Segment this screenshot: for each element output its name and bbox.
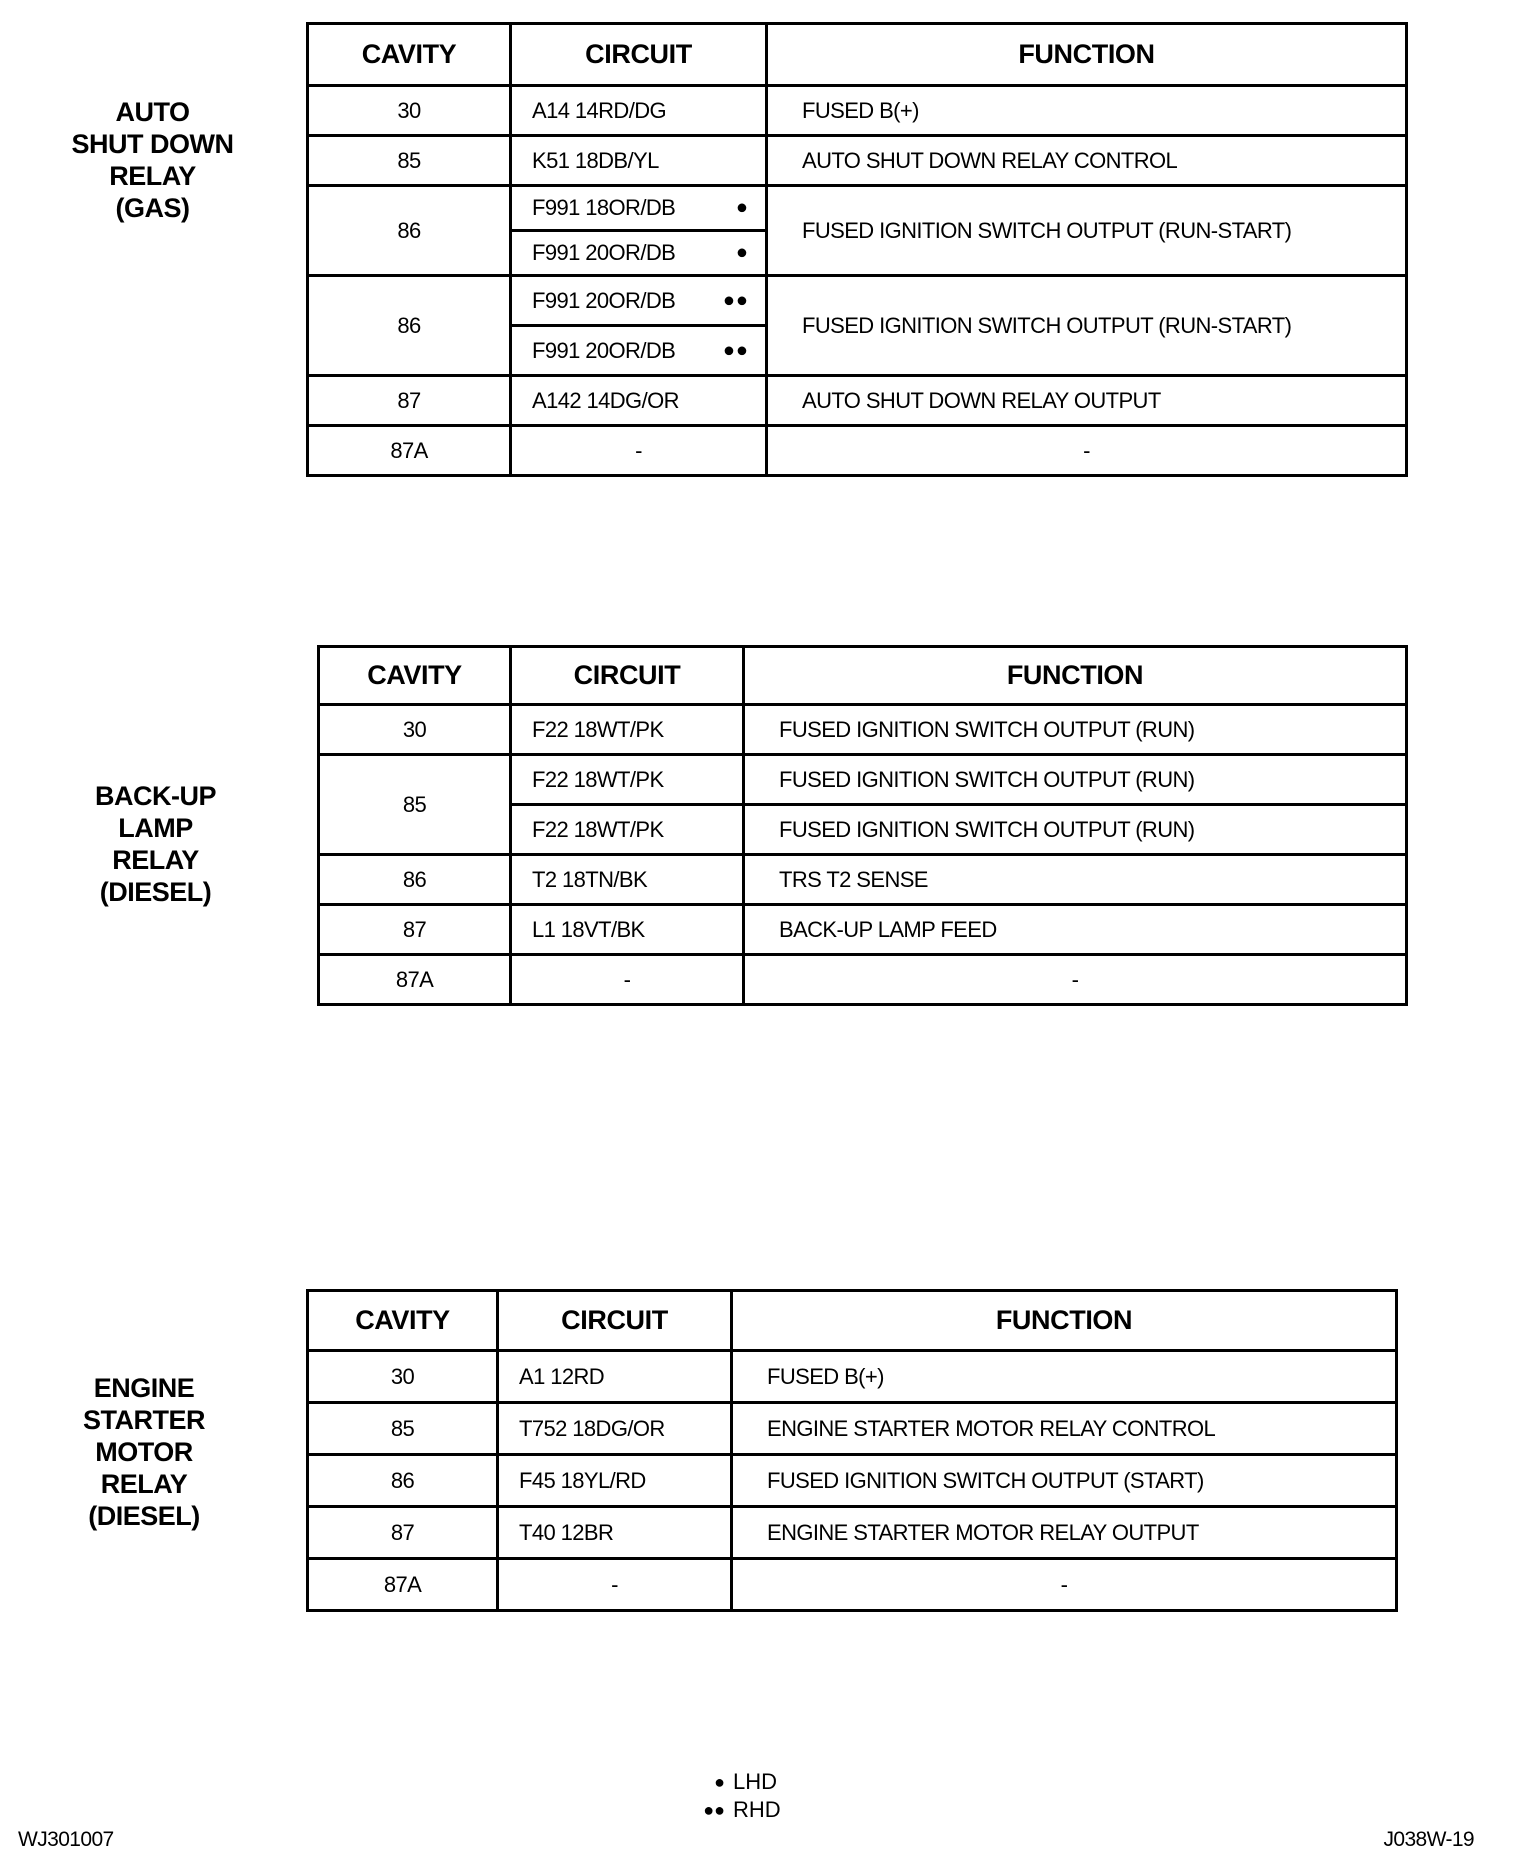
- starter-motor-relay-table: [306, 1289, 1398, 1612]
- function-cell: ENGINE STARTER MOTOR RELAY CONTROL: [732, 1403, 1397, 1455]
- table-header-row: [319, 647, 1407, 705]
- legend-label: LHD: [733, 1769, 778, 1794]
- function-cell: -: [744, 955, 1407, 1005]
- function-cell: FUSED IGNITION SWITCH OUTPUT (RUN-START): [767, 276, 1407, 376]
- cavity-cell: 85: [308, 136, 511, 186]
- circuit-cell: T2 18TN/BK: [511, 855, 744, 905]
- cavity-cell: 87: [319, 905, 511, 955]
- circuit-cell: F45 18YL/RD: [498, 1455, 732, 1507]
- function-header: FUNCTION: [744, 647, 1407, 705]
- relay-label-back-up-lamp: BACK-UP LAMP RELAY (DIESEL): [95, 781, 216, 907]
- function-cell: AUTO SHUT DOWN RELAY OUTPUT: [767, 376, 1407, 426]
- circuit-header: CIRCUIT: [511, 24, 767, 86]
- table-row: [319, 955, 1407, 1005]
- circuit-cell: F991 20OR/DB ●●: [511, 276, 767, 326]
- table-row: [308, 186, 1407, 231]
- function-cell: FUSED IGNITION SWITCH OUTPUT (RUN-START): [767, 186, 1407, 276]
- table-header-row: [308, 1291, 1397, 1351]
- circuit-header: CIRCUIT: [511, 647, 744, 705]
- function-cell: FUSED B(+): [767, 86, 1407, 136]
- table-row: [308, 276, 1407, 326]
- circuit-cell: -: [511, 955, 744, 1005]
- circuit-cell: F991 20OR/DB ●: [511, 231, 767, 276]
- circuit-cell: L1 18VT/BK: [511, 905, 744, 955]
- circuit-cell: F22 18WT/PK: [511, 705, 744, 755]
- function-cell: AUTO SHUT DOWN RELAY CONTROL: [767, 136, 1407, 186]
- cavity-cell: 85: [308, 1403, 498, 1455]
- circuit-cell: F22 18WT/PK: [511, 805, 744, 855]
- lhd-marker: ●: [735, 241, 749, 264]
- backup-lamp-relay-table: [317, 645, 1408, 1006]
- circuit-cell: -: [511, 426, 767, 476]
- circuit-cell: A14 14RD/DG: [511, 86, 767, 136]
- circuit-cell: F991 20OR/DB ●●: [511, 326, 767, 376]
- cavity-cell: 86: [319, 855, 511, 905]
- circuit-cell: K51 18DB/YL: [511, 136, 767, 186]
- function-cell: FUSED IGNITION SWITCH OUTPUT (RUN): [744, 805, 1407, 855]
- cavity-cell: 87A: [308, 426, 511, 476]
- cavity-cell: 86: [308, 186, 511, 276]
- function-cell: FUSED B(+): [732, 1351, 1397, 1403]
- rhd-marker: ●●: [722, 339, 749, 361]
- table-row: [308, 1559, 1397, 1611]
- cavity-cell: 86: [308, 1455, 498, 1507]
- table-row: [319, 905, 1407, 955]
- legend-item-rhd: [695, 1796, 781, 1824]
- table-row: [319, 705, 1407, 755]
- rhd-marker: ●●: [722, 289, 749, 311]
- circuit-cell: T752 18DG/OR: [498, 1403, 732, 1455]
- table-row: [308, 1403, 1397, 1455]
- cavity-cell: 87: [308, 376, 511, 426]
- cavity-cell: 86: [308, 276, 511, 376]
- circuit-cell: -: [498, 1559, 732, 1611]
- figure-code-right: J038W-19: [1383, 1828, 1474, 1851]
- table-header-row: [308, 24, 1407, 86]
- table-row: [308, 86, 1407, 136]
- circuit-cell: T40 12BR: [498, 1507, 732, 1559]
- legend-label: RHD: [733, 1797, 781, 1822]
- function-cell: ENGINE STARTER MOTOR RELAY OUTPUT: [732, 1507, 1397, 1559]
- circuit-header: CIRCUIT: [498, 1291, 732, 1351]
- legend-item-lhd: [695, 1768, 781, 1796]
- cavity-cell: 85: [319, 755, 511, 855]
- function-cell: TRS T2 SENSE: [744, 855, 1407, 905]
- function-cell: BACK-UP LAMP FEED: [744, 905, 1407, 955]
- cavity-cell: 30: [308, 1351, 498, 1403]
- cavity-header: CAVITY: [308, 1291, 498, 1351]
- rhd-dots-icon: ●●: [703, 1800, 725, 1820]
- function-cell: -: [767, 426, 1407, 476]
- function-cell: FUSED IGNITION SWITCH OUTPUT (RUN): [744, 755, 1407, 805]
- cavity-cell: 87: [308, 1507, 498, 1559]
- lhd-marker: ●: [735, 196, 749, 219]
- lhd-dot-icon: ●: [714, 1772, 725, 1792]
- table-row: [308, 1507, 1397, 1559]
- cavity-header: CAVITY: [319, 647, 511, 705]
- table-row: [319, 855, 1407, 905]
- function-cell: -: [732, 1559, 1397, 1611]
- table-row: [308, 426, 1407, 476]
- cavity-header: CAVITY: [308, 24, 511, 86]
- figure-code-left: WJ301007: [18, 1828, 114, 1851]
- circuit-cell: A1 12RD: [498, 1351, 732, 1403]
- table-row: [308, 136, 1407, 186]
- function-header: FUNCTION: [767, 24, 1407, 86]
- table-row: [308, 376, 1407, 426]
- circuit-cell: F991 18OR/DB ●: [511, 186, 767, 231]
- table-row: [308, 1351, 1397, 1403]
- drive-side-legend: [695, 1768, 781, 1824]
- circuit-cell: F22 18WT/PK: [511, 755, 744, 805]
- function-header: FUNCTION: [732, 1291, 1397, 1351]
- cavity-cell: 87A: [319, 955, 511, 1005]
- cavity-cell: 30: [308, 86, 511, 136]
- cavity-cell: 87A: [308, 1559, 498, 1611]
- table-row: [308, 1455, 1397, 1507]
- relay-label-auto-shut-down: AUTO SHUT DOWN RELAY (GAS): [71, 97, 234, 223]
- relay-label-engine-starter-motor: ENGINE STARTER MOTOR RELAY (DIESEL): [83, 1373, 205, 1531]
- table-row: [319, 755, 1407, 805]
- function-cell: FUSED IGNITION SWITCH OUTPUT (RUN): [744, 705, 1407, 755]
- function-cell: FUSED IGNITION SWITCH OUTPUT (START): [732, 1455, 1397, 1507]
- circuit-cell: A142 14DG/OR: [511, 376, 767, 426]
- cavity-cell: 30: [319, 705, 511, 755]
- asd-relay-table: [306, 22, 1408, 477]
